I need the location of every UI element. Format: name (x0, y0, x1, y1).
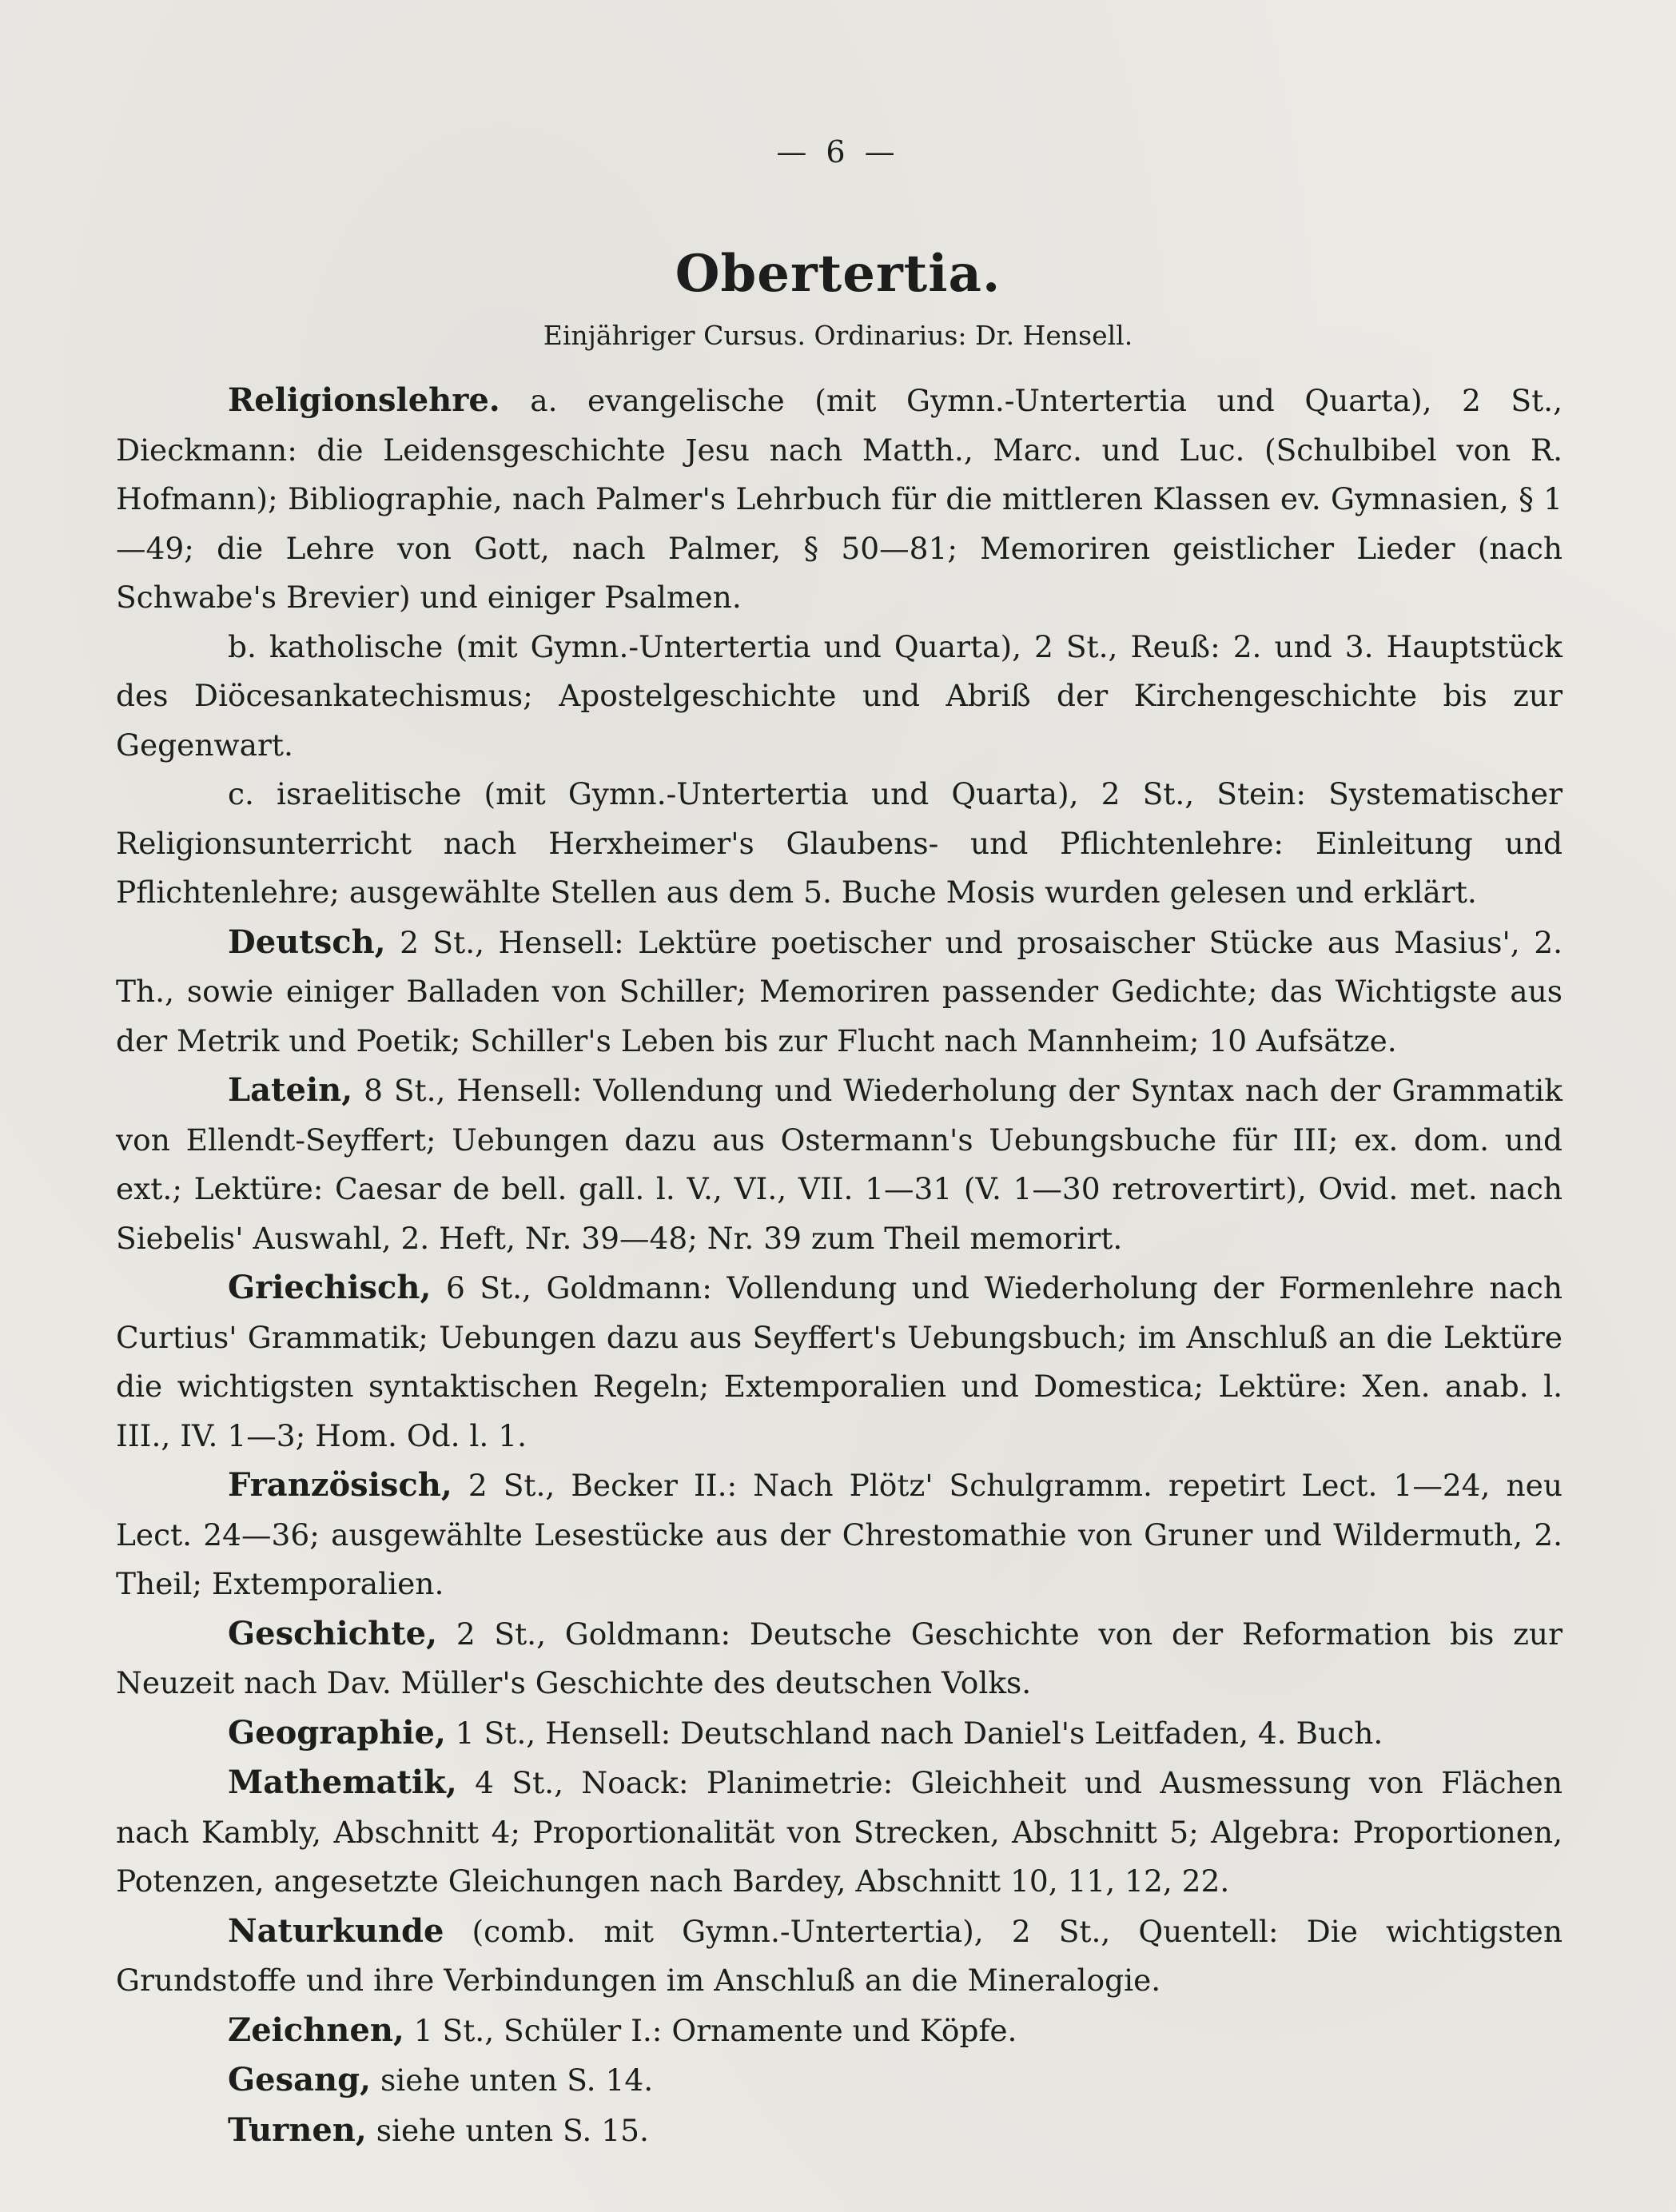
paragraph-religion-israelitisch (116, 770, 1563, 918)
paragraph-text: c. israelitische (mit Gymn.-Untertertia und Quarta), 2 St., Stein: Systematischer Religionsunterricht nach Herxheimer's Glaubens- und Pflichtenlehre: Einleitung und Pflichtenlehre; ausgewählte Stellen aus dem 5. Buche Mosis wurden gelesen und erklärt. (116, 776, 1563, 910)
paragraph-zeichnen (116, 2006, 1563, 2056)
subject-heading: Mathematik, (228, 1764, 457, 1801)
paragraph-text: 4 St., Noack: Planimetrie: Gleichheit und Ausmessung von Flächen nach Kambly, Abschnitt 4; Proportionalität von Strecken, Abschnitt 5; Algebra: Proportionen, Potenzen, angesetzte Gleichungen nach Bardey, Abschnitt 10, 11, 12, 22. (116, 1765, 1563, 1899)
paragraph-geschichte (116, 1609, 1563, 1708)
page-subtitle: Einjähriger Cursus. Ordinarius: Dr. Hensell. (543, 320, 1133, 351)
subject-heading: Turnen, (228, 2110, 367, 2149)
paragraph-text: 2 St., Goldmann: Deutsche Geschichte von der Reformation bis zur Neuzeit nach Dav. Müller's Geschichte des deutschen Volks. (116, 1616, 1563, 1700)
paragraph-text: 1 St., Hensell: Deutschland nach Daniel's Leitfaden, 4. Buch. (455, 1715, 1383, 1751)
paragraph-religion-evangelisch (116, 376, 1563, 623)
paragraph-text: 1 St., Schüler I.: Ornamente und Köpfe. (413, 2012, 1017, 2048)
paragraph-deutsch (116, 918, 1563, 1066)
paragraph-text: (comb. mit Gymn.-Untertertia), 2 St., Quentell: Die wichtigsten Grundstoffe und ihre Verbindungen im Anschluß an die Mineralogie. (116, 1913, 1563, 1998)
paragraph-latein (116, 1066, 1563, 1263)
paragraph-text: siehe unten S. 14. (380, 2063, 654, 2098)
paragraph-text: 8 St., Hensell: Vollendung und Wiederholung der Syntax nach der Grammatik von Ellendt-Seyffert; Uebungen dazu aus Ostermann's Uebungsbuche für III; ex. dom. und ext.; Lektüre: Caesar de bell. gall. l. V., VI., VII. 1—31 (V. 1—30 retrovertirt), Ovid. met. nach Siebelis' Auswahl, 2. Heft, Nr. 39—48; Nr. 39 zum Theil memorirt. (116, 1073, 1563, 1256)
page-number: — 6 — (776, 134, 900, 169)
subject-heading: Naturkunde (228, 1911, 444, 1950)
paragraph-turnen (116, 2106, 1563, 2156)
paragraph-naturkunde (116, 1907, 1563, 2006)
subject-heading: Religionslehre. (228, 381, 500, 419)
paragraph-geographie (116, 1708, 1563, 1759)
subject-heading: Gesang, (228, 2061, 372, 2098)
paragraph-griechisch (116, 1263, 1563, 1461)
document-body (116, 376, 1563, 2155)
paragraph-gesang (116, 2055, 1563, 2106)
subject-heading: Griechisch, (228, 1269, 432, 1306)
paragraph-mathematik (116, 1758, 1563, 1907)
paragraph-text: b. katholische (mit Gymn.-Untertertia und Quarta), 2 St., Reuß: 2. und 3. Hauptstück des Diöcesankatechismus; Apostelgeschichte und Abriß der Kirchengeschichte bis zur Gegenwart. (116, 628, 1563, 763)
page-title: Obertertia. (675, 244, 1001, 304)
subject-heading: Geographie, (228, 1713, 446, 1752)
paragraph-text: 2 St., Hensell: Lektüre poetischer und prosaischer Stücke aus Masius', 2. Th., sowie einiger Balladen von Schiller; Memoriren passender Gedichte; das Wichtigste aus der Metrik und Poetik; Schiller's Leben bis zur Flucht nach Mannheim; 10 Aufsätze. (116, 924, 1563, 1058)
subject-heading: Geschichte, (228, 1614, 438, 1652)
subject-heading: Französisch, (228, 1466, 452, 1504)
paragraph-text: a. evangelische (mit Gymn.-Untertertia und Quarta), 2 St., Dieckmann: die Leidensgeschichte Jesu nach Matth., Marc. und Luc. (Schulbibel von R. Hofmann); Bibliographie, nach Palmer's Lehrbuch für die mittleren Klassen ev. Gymnasien, § 1—49; die Lehre von Gott, nach Palmer, § 50—81; Memoriren geistlicher Lieder (nach Schwabe's Brevier) und einiger Psalmen. (116, 383, 1563, 615)
subject-heading: Latein, (228, 1071, 353, 1109)
subject-heading: Zeichnen, (228, 2011, 404, 2049)
paragraph-text: 2 St., Becker II.: Nach Plötz' Schulgramm. repetirt Lect. 1—24, neu Lect. 24—36; ausgewählte Lesestücke aus der Chrestomathie von Gruner und Wildermuth, 2. Theil; Extemporalien. (116, 1468, 1563, 1601)
subject-heading: Deutsch, (228, 923, 386, 961)
paragraph-text: 6 St., Goldmann: Vollendung und Wiederholung der Formenlehre nach Curtius' Grammatik; Uebungen dazu aus Seyffert's Uebungsbuch; im Anschluß an die Lektüre die wichtigsten syntaktischen Regeln; Extemporalien und Domestica; Lektüre: Xen. anab. l. III., IV. 1—3; Hom. Od. l. 1. (116, 1270, 1563, 1453)
paragraph-text: siehe unten S. 15. (376, 2112, 649, 2148)
paragraph-franzoesisch (116, 1461, 1563, 1609)
paragraph-religion-katholisch (116, 623, 1563, 771)
